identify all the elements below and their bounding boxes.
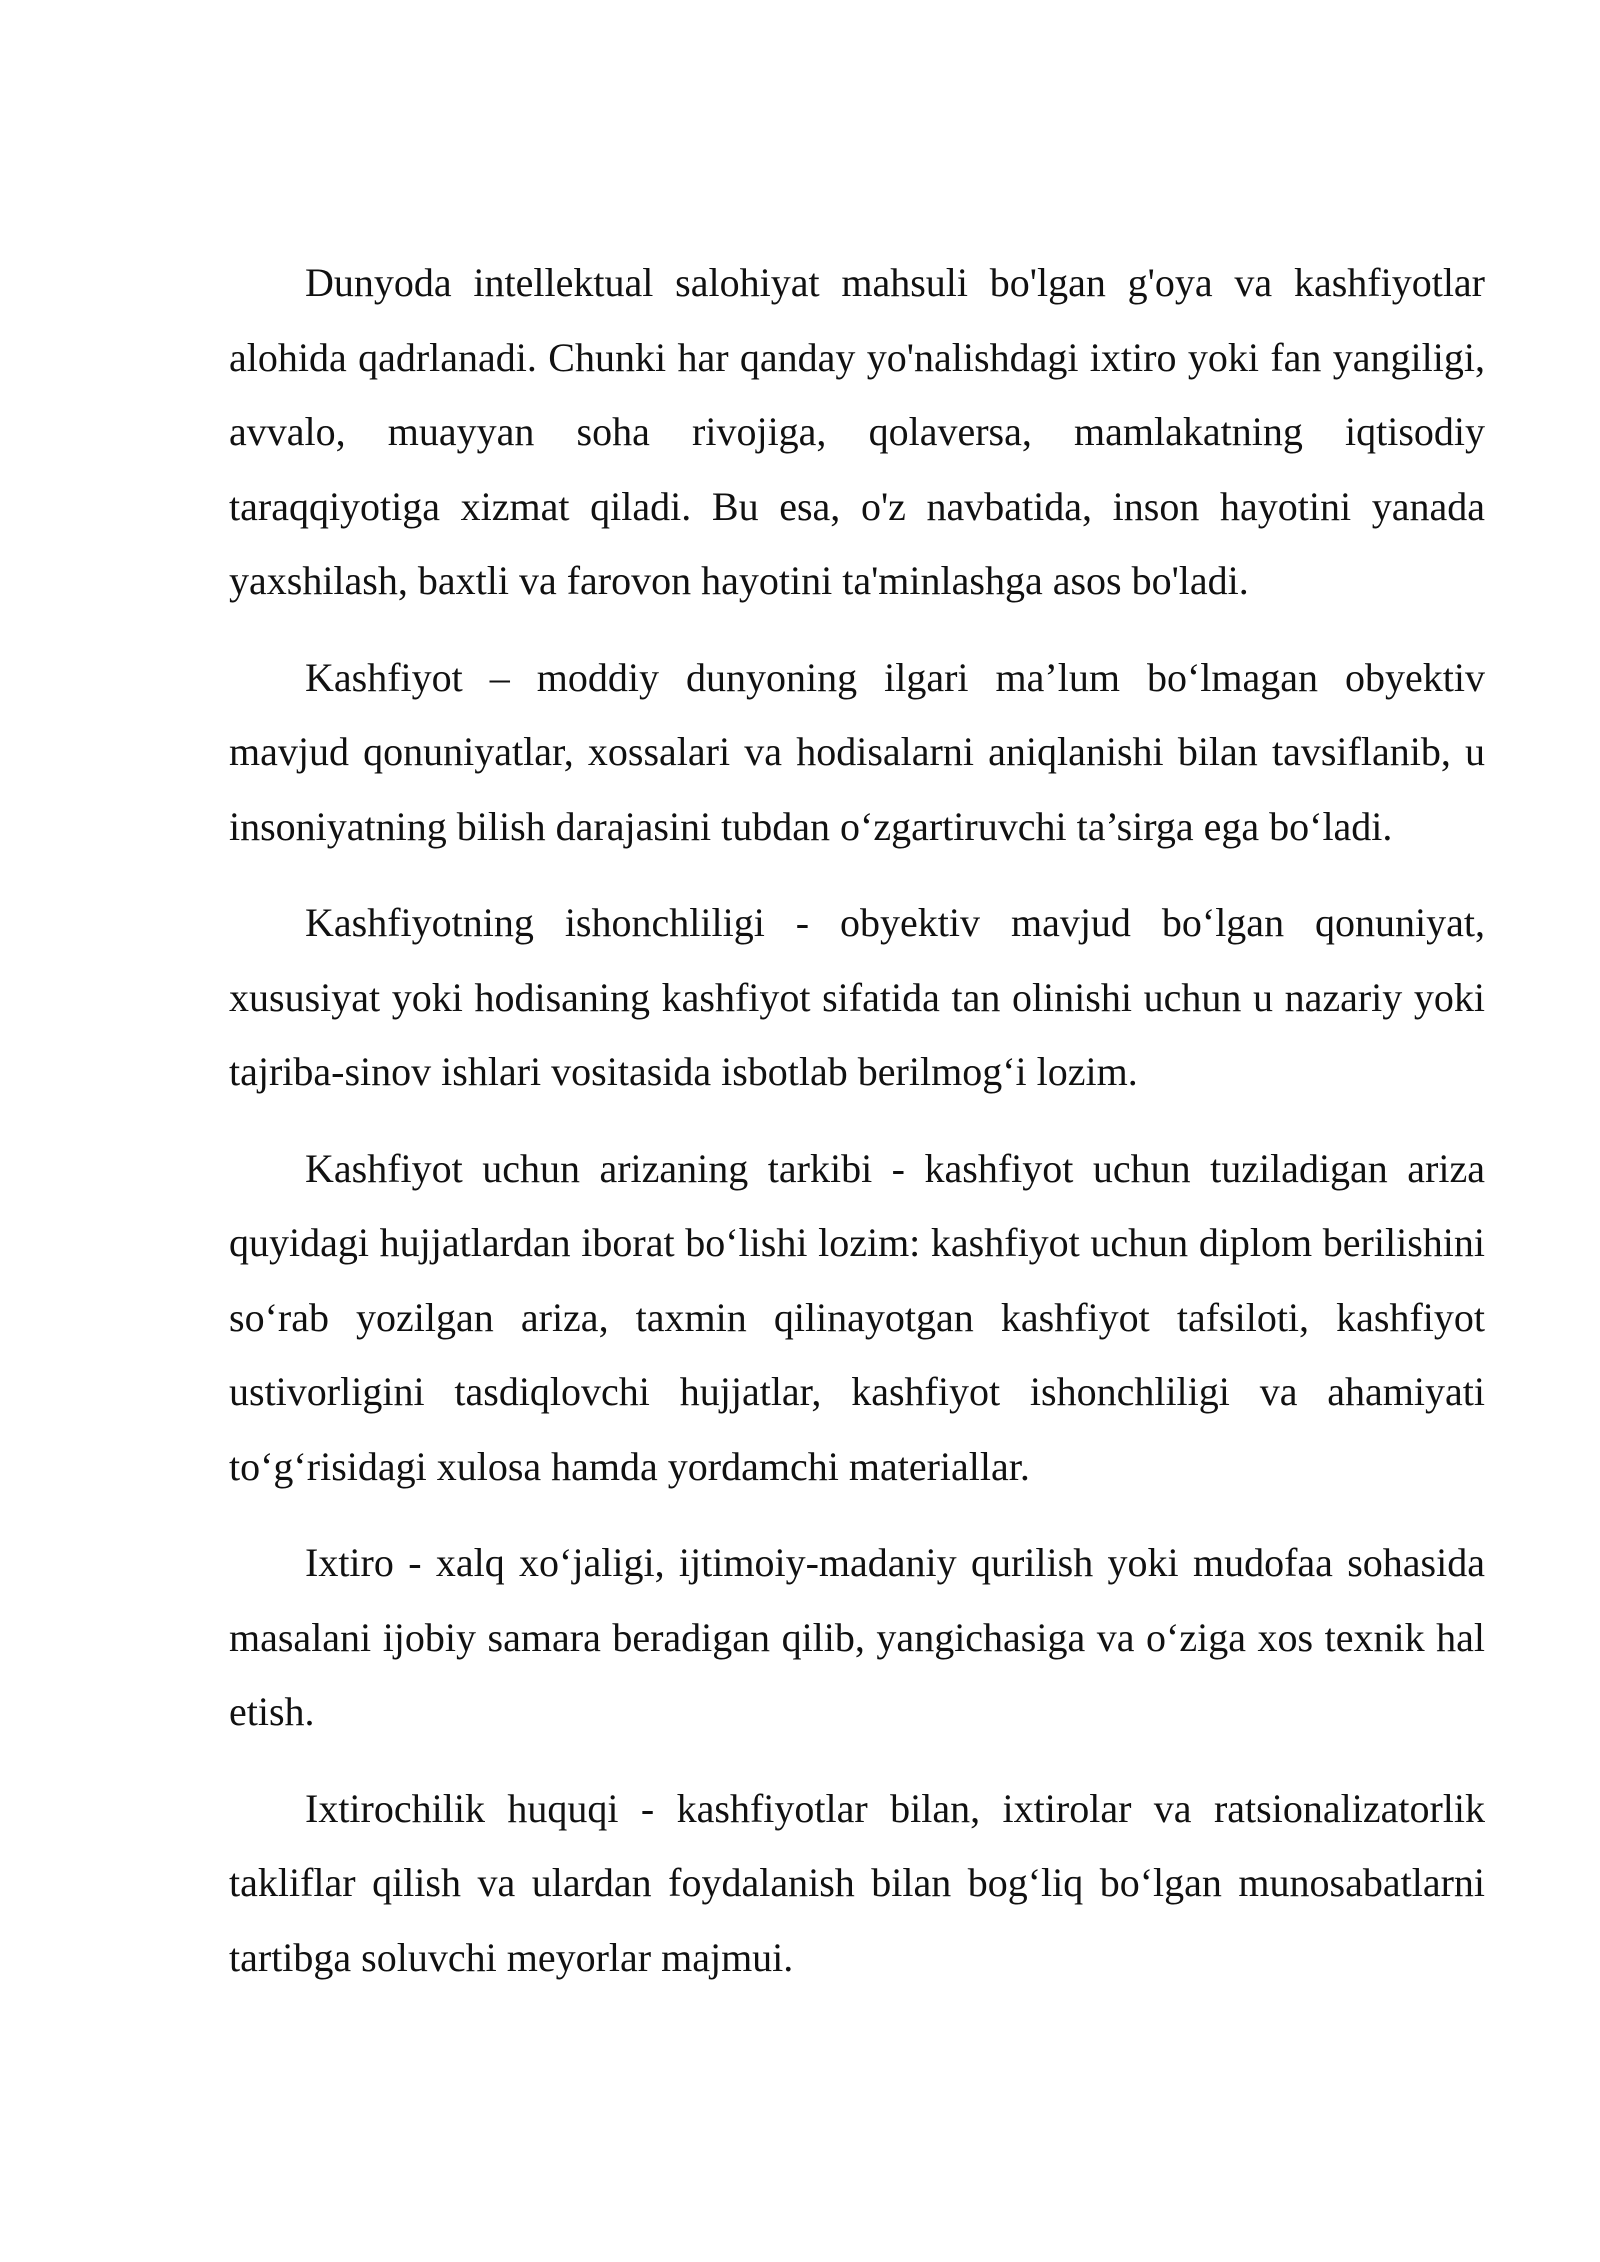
paragraph-ixtiro-definition: Ixtiro - xalq xo‘jaligi, ijtimoiy-madaniy qurilish yoki mudofaa sohasida masalani ijobiy samara beradigan qilib, yangichasiga va o‘ziga xos texnik hal etish. — [229, 1540, 1485, 1734]
paragraph-intro: Dunyoda intellektual salohiyat mahsuli bo'lgan g'oya va kashfiyotlar alohida qadrlanadi. Chunki har qanday yo'nalishdagi ixtiro yoki fan yangiligi, avvalo, muayyan soha rivojiga, qolaversa, mamlakatning iqtisodiy taraqqiyotiga xizmat qiladi. Bu esa, o'z navbatida, inson hayotini yanada yaxshilash, baxtli va farovon hayotini ta'minlashga asos bo'ladi. — [229, 260, 1485, 603]
document-body — [229, 246, 1485, 2017]
paragraph-kashfiyot-reliability: Kashfiyotning ishonchliligi - obyektiv mavjud bo‘lgan qonuniyat, xususiyat yoki hodisaning kashfiyot sifatida tan olinishi uchun u nazariy yoki tajriba-sinov ishlari vositasida isbotlab berilmog‘i lozim. — [229, 900, 1485, 1094]
paragraph-invention-law: Ixtirochilik huquqi - kashfiyotlar bilan, ixtirolar va ratsionalizatorlik takliflar qilish va ulardan foydalanish bilan bog‘liq bo‘lgan munosabatlarni tartibga soluvchi meyorlar majmui. — [229, 1785, 1485, 1980]
paragraph-application-contents: Kashfiyot uchun arizaning tarkibi - kashfiyot uchun tuziladigan ariza quyidagi hujjatlardan iborat bo‘lishi lozim: kashfiyot uchun diplom berilishini so‘rab yozilgan ariza, taxmin qilinayotgan kashfiyot tafsiloti, kashfiyot ustivorligini tasdiqlovchi hujjatlar, kashfiyot ishonchliligi va ahamiyati to‘g‘risidagi xulosa hamda yordamchi materiallar. — [229, 1145, 1485, 1489]
paragraph-kashfiyot-definition: Kashfiyot – moddiy dunyoning ilgari ma’lum bo‘lmagan obyektiv mavjud qonuniyatlar, xossalari va hodisalarni aniqlanishi bilan tavsiflanib, u insoniyatning bilish darajasini tubdan o‘zgartiruvchi ta’sirga ega bo‘ladi. — [229, 654, 1485, 849]
